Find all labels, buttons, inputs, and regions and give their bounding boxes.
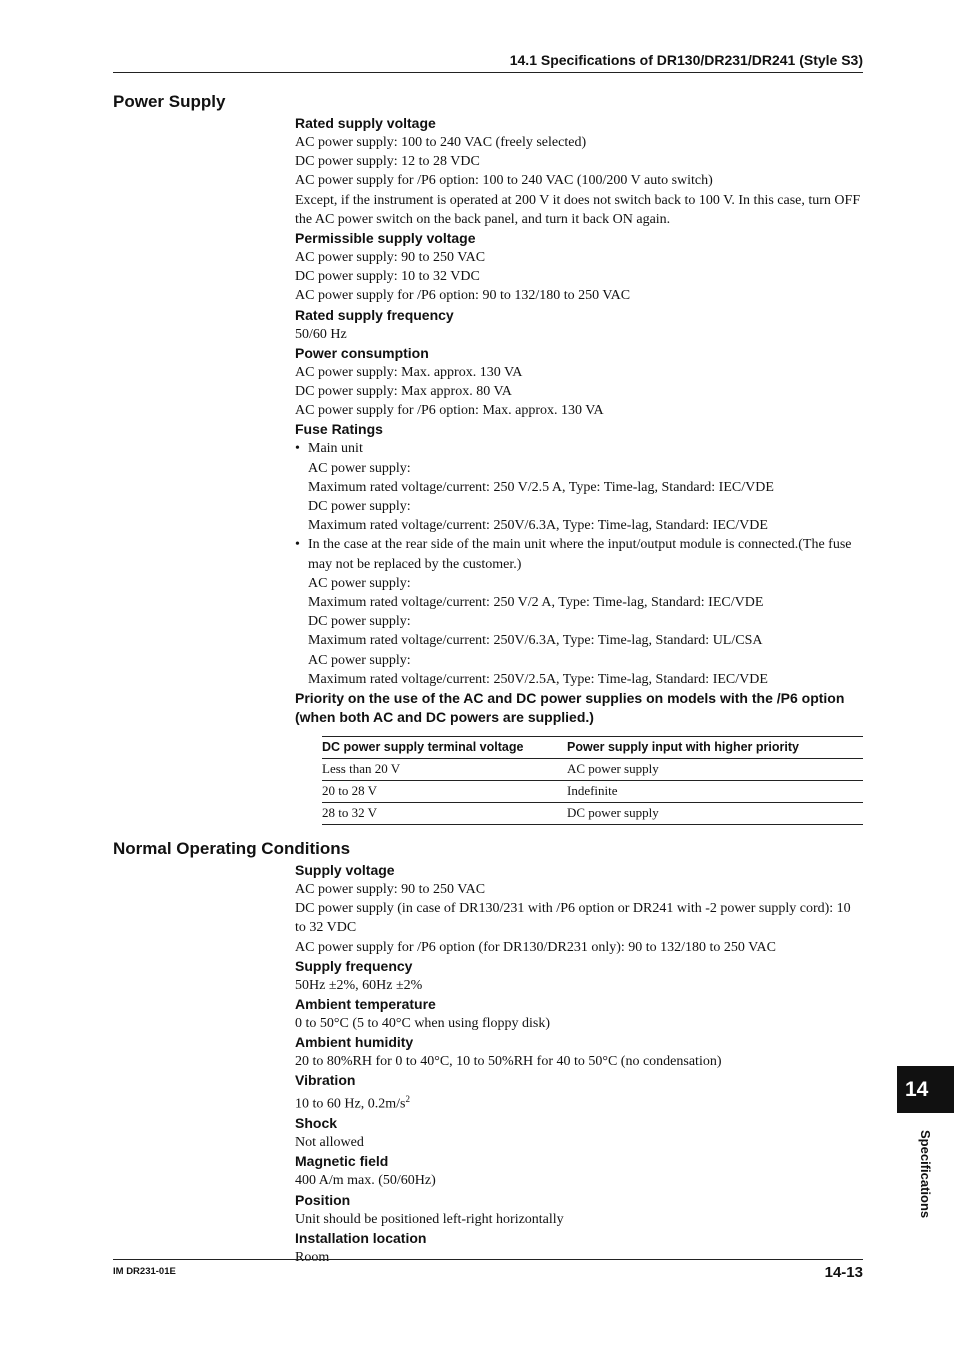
ambient-humidity-heading: Ambient humidity	[295, 1034, 414, 1051]
spec-line: Unit should be positioned left-right horizontally	[295, 1211, 564, 1227]
spec-line: DC power supply:	[308, 499, 411, 515]
spec-line: DC power supply: Max approx. 80 VA	[295, 384, 512, 400]
footer-rule	[113, 1259, 863, 1260]
spec-line: 400 A/m max. (50/60Hz)	[295, 1173, 436, 1189]
spec-line: AC power supply for /P6 option (for DR130/DR231 only): 90 to 132/180 to 250 VAC	[295, 939, 776, 955]
section-title-power-supply: Power Supply	[113, 92, 226, 111]
bullet-label: In the case at the rear side of the main unit where the input/output module is connected.(The fuse may not be replaced by the customer.)	[308, 537, 852, 572]
side-chapter-label	[917, 1130, 933, 1230]
bullet-icon: •	[295, 441, 300, 457]
spec-line: 0 to 50°C (5 to 40°C when using floppy disk)	[295, 1016, 551, 1032]
spec-line: AC power supply:	[308, 575, 411, 591]
spec-line: Maximum rated voltage/current: 250V/6.3A, Type: Time-lag, Standard: UL/CSA	[308, 633, 763, 649]
table-cell: 20 to 28 V	[322, 781, 567, 803]
spec-line: AC power supply for /P6 option: 90 to 132/180 to 250 VAC	[295, 288, 631, 304]
power-consumption-heading: Power consumption	[295, 344, 429, 361]
spec-line: AC power supply for /P6 option: 100 to 240 VAC (100/200 V auto switch)	[295, 173, 713, 189]
chapter-tab	[897, 1066, 954, 1113]
bullet-label: Main unit	[308, 441, 363, 457]
table-cell: DC power supply	[567, 803, 863, 825]
table-cell: 28 to 32 V	[322, 803, 567, 825]
power-supply-specs	[295, 114, 865, 727]
spec-line: Room	[295, 1249, 330, 1265]
spec-line: Maximum rated voltage/current: 250V/2.5A, Type: Time-lag, Standard: IEC/VDE	[308, 671, 768, 687]
running-header: 14.1 Specifications of DR130/DR231/DR241 (Style S3)	[509, 52, 863, 68]
spec-line: Maximum rated voltage/current: 250 V/2.5 A, Type: Time-lag, Standard: IEC/VDE	[308, 479, 774, 495]
spec-line: AC power supply for /P6 option: Max. approx. 130 VA	[295, 403, 604, 419]
rated-supply-frequency-heading: Rated supply frequency	[295, 306, 454, 323]
spec-line: 50Hz ±2%, 60Hz ±2%	[295, 977, 423, 993]
operating-conditions-specs	[295, 861, 865, 1267]
table-cell: Indefinite	[567, 781, 863, 803]
spec-line: AC power supply: 90 to 250 VAC	[295, 882, 486, 897]
spec-line: Not allowed	[295, 1135, 364, 1151]
column-header: Power supply input with higher priority	[567, 737, 863, 759]
section-title-normal-operating-conditions: Normal Operating Conditions	[113, 839, 351, 858]
page-number: 14-13	[824, 1264, 863, 1281]
spec-line: AC power supply: Max. approx. 130 VA	[295, 364, 523, 380]
position-heading: Position	[295, 1191, 351, 1208]
chapter-number: 14	[905, 1077, 929, 1101]
superscript: 2	[405, 1094, 410, 1105]
priority-table	[322, 736, 863, 825]
shock-heading: Shock	[295, 1115, 338, 1132]
table-row	[322, 803, 863, 825]
supply-frequency-heading: Supply frequency	[295, 957, 413, 974]
spec-line: AC power supply:	[308, 460, 411, 476]
spec-line: 20 to 80%RH for 0 to 40°C, 10 to 50%RH for 40 to 50°C (no condensation)	[295, 1054, 722, 1070]
spec-line: Except, if the instrument is operated at 200 V it does not switch back to 100 V. In this case, turn OFF the AC power switch on the back panel, and turn it back ON again.	[295, 192, 861, 227]
spec-line: AC power supply: 90 to 250 VAC	[295, 250, 486, 266]
fuse-ratings-heading: Fuse Ratings	[295, 421, 383, 438]
magnetic-field-heading: Magnetic field	[295, 1153, 389, 1170]
spec-line: Maximum rated voltage/current: 250V/6.3A, Type: Time-lag, Standard: IEC/VDE	[308, 518, 768, 534]
header-rule	[113, 72, 863, 73]
spec-line: DC power supply: 12 to 28 VDC	[295, 154, 480, 170]
spec-line: AC power supply:	[308, 652, 411, 668]
side-label-text: Specifications	[918, 1130, 933, 1219]
list-item	[295, 535, 865, 573]
vibration-value: 10 to 60 Hz, 0.2m/s	[295, 1097, 406, 1113]
priority-heading: Priority on the use of the AC and DC power supplies on models with the /P6 option (when both AC and DC powers are supplied.)	[295, 690, 845, 726]
spec-line: Maximum rated voltage/current: 250 V/2 A, Type: Time-lag, Standard: IEC/VDE	[308, 595, 764, 611]
spec-line: 50/60 Hz	[295, 326, 347, 342]
spec-line: DC power supply:	[308, 614, 411, 630]
document-code: IM DR231-01E	[113, 1266, 176, 1277]
spec-line: DC power supply (in case of DR130/231 with /P6 option or DR241 with -2 power supply cord): 10 to 32 VDC	[295, 901, 851, 936]
table-header-row	[322, 737, 863, 759]
list-item	[295, 439, 865, 458]
table-cell: Less than 20 V	[322, 759, 567, 781]
table-row	[322, 781, 863, 803]
rated-supply-voltage-heading: Rated supply voltage	[295, 115, 436, 131]
supply-voltage-heading: Supply voltage	[295, 862, 395, 878]
vibration-heading: Vibration	[295, 1072, 356, 1089]
installation-location-heading: Installation location	[295, 1229, 427, 1246]
spec-line: DC power supply: 10 to 32 VDC	[295, 269, 480, 285]
spec-line	[295, 1090, 865, 1114]
ambient-temperature-heading: Ambient temperature	[295, 996, 436, 1013]
spec-line: AC power supply: 100 to 240 VAC (freely selected)	[295, 135, 587, 150]
bullet-icon: •	[295, 537, 300, 553]
column-header: DC power supply terminal voltage	[322, 737, 567, 759]
table-row	[322, 759, 863, 781]
table-cell: AC power supply	[567, 759, 863, 781]
permissible-supply-voltage-heading: Permissible supply voltage	[295, 230, 476, 247]
